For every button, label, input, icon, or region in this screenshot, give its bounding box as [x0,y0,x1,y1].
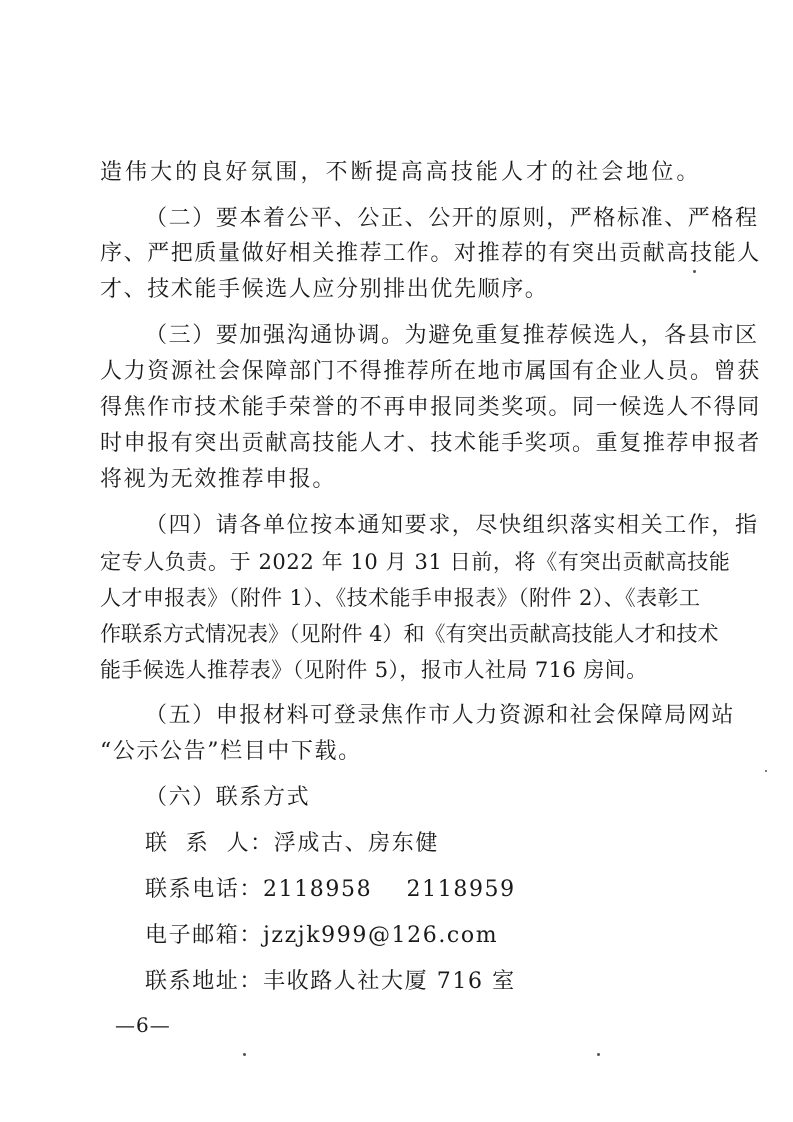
paragraph-line: 人才申报表》（附件 1）、《技术能手申报表》（附件 2）、《表彰工 [100,586,700,610]
contact-address: 联系地址：丰收路人社大厦 716 室 [145,969,516,994]
paragraph-line: （四）请各单位按本通知要求，尽快组织落实相关工作，指 [145,513,759,538]
paragraph-line: （五）申报材料可登录焦作市人力资源和社会保障局网站 [145,703,736,728]
contact-person: 联 系 人：浮成古、房东健 [145,831,439,856]
paragraph-line: 时申报有突出贡献高技能人才、技术能手奖项。重复推荐申报者 [100,431,761,456]
paragraph-line: 得焦作市技术能手荣誉的不再申报同类奖项。同一候选人不得同 [100,395,761,420]
paragraph-line: 作联系方式情况表》（见附件 4）和《有突出贡献高技能人才和技术 [100,622,719,646]
paragraph-line: 才、技术能手候选人应分别排出优先顺序。 [100,277,549,302]
page-number: —6— [115,1013,171,1037]
scan-speck [693,270,696,273]
scan-speck [765,770,767,772]
contact-heading: （六）联系方式 [145,785,311,810]
paragraph-line: （二）要本着公平、公正、公开的原则，严格标准、严格程 [145,206,759,231]
paragraph-line: 造伟大的良好氛围，不断提高高技能人才的社会地位。 [100,160,700,185]
paragraph-line: 能手候选人推荐表》（见附件 5），报市人社局 716 房间。 [100,658,648,682]
paragraph-line: 人力资源社会保障部门不得推荐所在地市属国有企业人员。曾获 [100,359,761,384]
paragraph-line: （三）要加强沟通协调。为避免重复推荐候选人，各县市区 [145,323,759,348]
paragraph-line: “公示公告”栏目中下载。 [100,739,362,764]
paragraph-line: 将视为无效推荐申报。 [100,467,337,492]
paragraph-line: 序、严把质量做好相关推荐工作。对推荐的有突出贡献高技能人 [100,241,761,266]
scan-speck [243,1053,246,1056]
contact-phone: 联系电话：2118958 2118959 [145,877,516,902]
scan-speck [597,1053,600,1056]
paragraph-line: 定专人负责。于 2022 年 10 月 31 日前，将《有突出贡献高技能 [100,550,731,574]
contact-email: 电子邮箱：jzzjk999@126.com [145,923,499,948]
